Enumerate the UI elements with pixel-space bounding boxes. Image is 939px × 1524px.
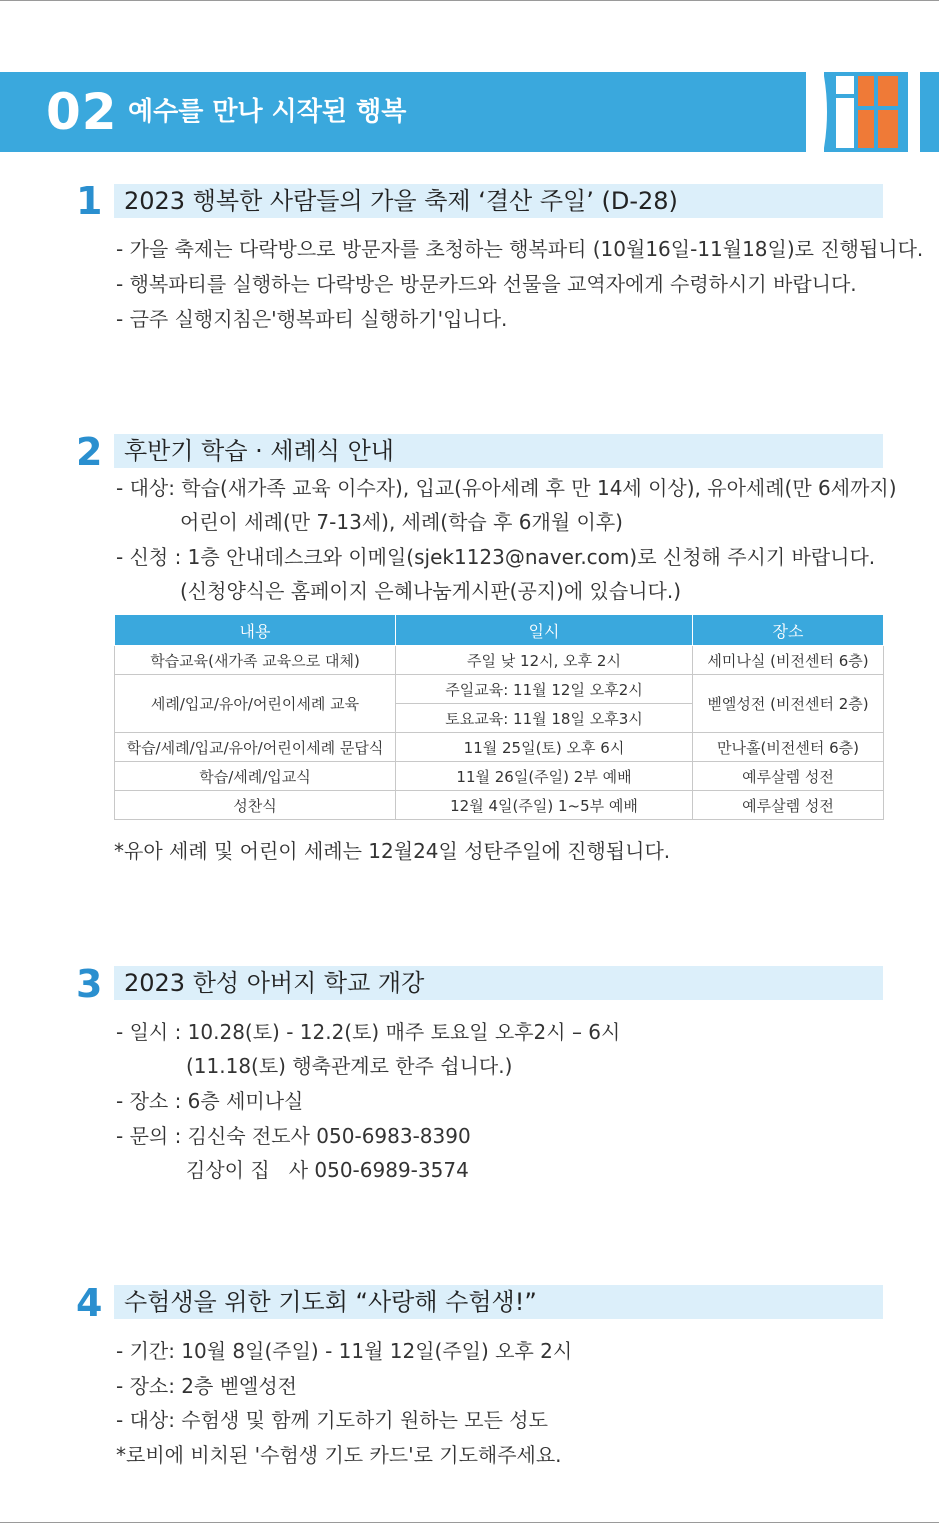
top-border xyxy=(0,0,939,1)
table-cell-place: 예루살렘 성전 xyxy=(693,762,884,791)
table-cell-place: 벧엘성전 (비전센터 2층) xyxy=(693,675,884,733)
section-4-line-2: - 장소: 2층 벧엘성전 xyxy=(116,1374,297,1398)
table-cell-time: 주일교육: 11월 12일 오후2시 xyxy=(396,675,693,704)
section-3-number: 3 xyxy=(76,962,103,1006)
table-cell-content: 학습/세례/입교/유아/어린이세례 문답식 xyxy=(115,733,396,762)
table-cell-time: 12월 4일(주일) 1~5부 예배 xyxy=(396,791,693,820)
table-header-row xyxy=(115,615,884,646)
section-3-title-bar xyxy=(114,966,883,1000)
table-header-content: 내용 xyxy=(115,615,396,646)
section-2-title-bar xyxy=(114,434,883,468)
bottom-border xyxy=(0,1522,939,1523)
table-row xyxy=(115,733,884,762)
table-cell-time: 11월 25일(토) 오후 6시 xyxy=(396,733,693,762)
section-4-line-1: - 기간: 10월 8일(주일) - 11월 12일(주일) 오후 2시 xyxy=(116,1339,573,1363)
table-row xyxy=(115,791,884,820)
table-row xyxy=(115,762,884,791)
table-cell-place: 세미나실 (비전센터 6층) xyxy=(693,646,884,675)
table-cell-content: 성찬식 xyxy=(115,791,396,820)
section-4-title-bar xyxy=(114,1285,883,1319)
header-number: 02 xyxy=(46,83,118,141)
table-header-place: 장소 xyxy=(693,615,884,646)
section-3-line-4: - 문의 : 김신숙 전도사 050-6983-8390 xyxy=(116,1124,471,1148)
header-banner xyxy=(0,72,939,152)
section-2-line-4: (신청양식은 홈페이지 은혜나눔게시판(공지)에 있습니다.) xyxy=(180,579,682,603)
table-row xyxy=(115,675,884,704)
table-cell-place: 만나홀(비전센터 6층) xyxy=(693,733,884,762)
table-row xyxy=(115,646,884,675)
church-logo-icon xyxy=(800,72,939,152)
section-3-title: 2023 한성 아버지 학교 개강 xyxy=(124,969,425,997)
section-1-title-bar xyxy=(114,184,883,218)
section-4-number: 4 xyxy=(76,1281,103,1325)
section-4-line-3: - 대상: 수험생 및 함께 기도하기 원하는 모든 성도 xyxy=(116,1408,548,1432)
table-cell-content: 학습교육(새가족 교육으로 대체) xyxy=(115,646,396,675)
section-3-line-1: - 일시 : 10.28(토) - 12.2(토) 매주 토요일 오후2시 – 6시 xyxy=(116,1020,621,1044)
section-3-line-3: - 장소 : 6층 세미나실 xyxy=(116,1089,304,1113)
section-1-title: 2023 행복한 사람들의 가을 축제 ‘결산 주일’ (D-28) xyxy=(124,187,678,215)
table-cell-time: 11월 26일(주일) 2부 예배 xyxy=(396,762,693,791)
section-1-line-2: - 행복파티를 실행하는 다락방은 방문카드와 선물을 교역자에게 수령하시기 바랍니다. xyxy=(116,272,857,296)
section-4-line-4: *로비에 비치된 '수험생 기도 카드'로 기도해주세요. xyxy=(116,1443,562,1467)
schedule-table xyxy=(114,614,884,820)
section-3-line-2: (11.18(토) 행축관계로 한주 쉽니다.) xyxy=(186,1054,513,1078)
table-cell-time: 토요교육: 11월 18일 오후3시 xyxy=(396,704,693,733)
section-2-line-2: 어린이 세례(만 7-13세), 세례(학습 후 6개월 이후) xyxy=(180,510,623,534)
table-cell-place: 예루살렘 성전 xyxy=(693,791,884,820)
table-cell-time: 주일 낮 12시, 오후 2시 xyxy=(396,646,693,675)
section-4-title: 수험생을 위한 기도회 “사랑해 수험생!” xyxy=(124,1288,537,1316)
header-title: 예수를 만나 시작된 행복 xyxy=(128,97,407,127)
section-1-line-1: - 가을 축제는 다락방으로 방문자를 초청하는 행복파티 (10월16일-11월18일)로 진행됩니다. xyxy=(116,237,924,261)
section-2-title: 후반기 학습 · 세례식 안내 xyxy=(124,437,394,465)
section-2-number: 2 xyxy=(76,430,103,474)
section-2-line-1: - 대상: 학습(새가족 교육 이수자), 입교(유아세례 후 만 14세 이상), 유아세례(만 6세까지) xyxy=(116,476,897,500)
section-1-number: 1 xyxy=(76,179,103,223)
section-2-line-3: - 신청 : 1층 안내데스크와 이메일(sjek1123@naver.com)로 신청해 주시기 바랍니다. xyxy=(116,545,876,569)
table-header-time: 일시 xyxy=(396,615,693,646)
section-2-note: *유아 세례 및 어린이 세례는 12월24일 성탄주일에 진행됩니다. xyxy=(114,839,671,863)
section-1-line-3: - 금주 실행지침은'행복파티 실행하기'입니다. xyxy=(116,307,508,331)
table-cell-content: 학습/세례/입교식 xyxy=(115,762,396,791)
section-3-line-5: 김상이 집 사 050-6989-3574 xyxy=(186,1158,469,1182)
table-cell-content: 세례/입교/유아/어린이세례 교육 xyxy=(115,675,396,733)
